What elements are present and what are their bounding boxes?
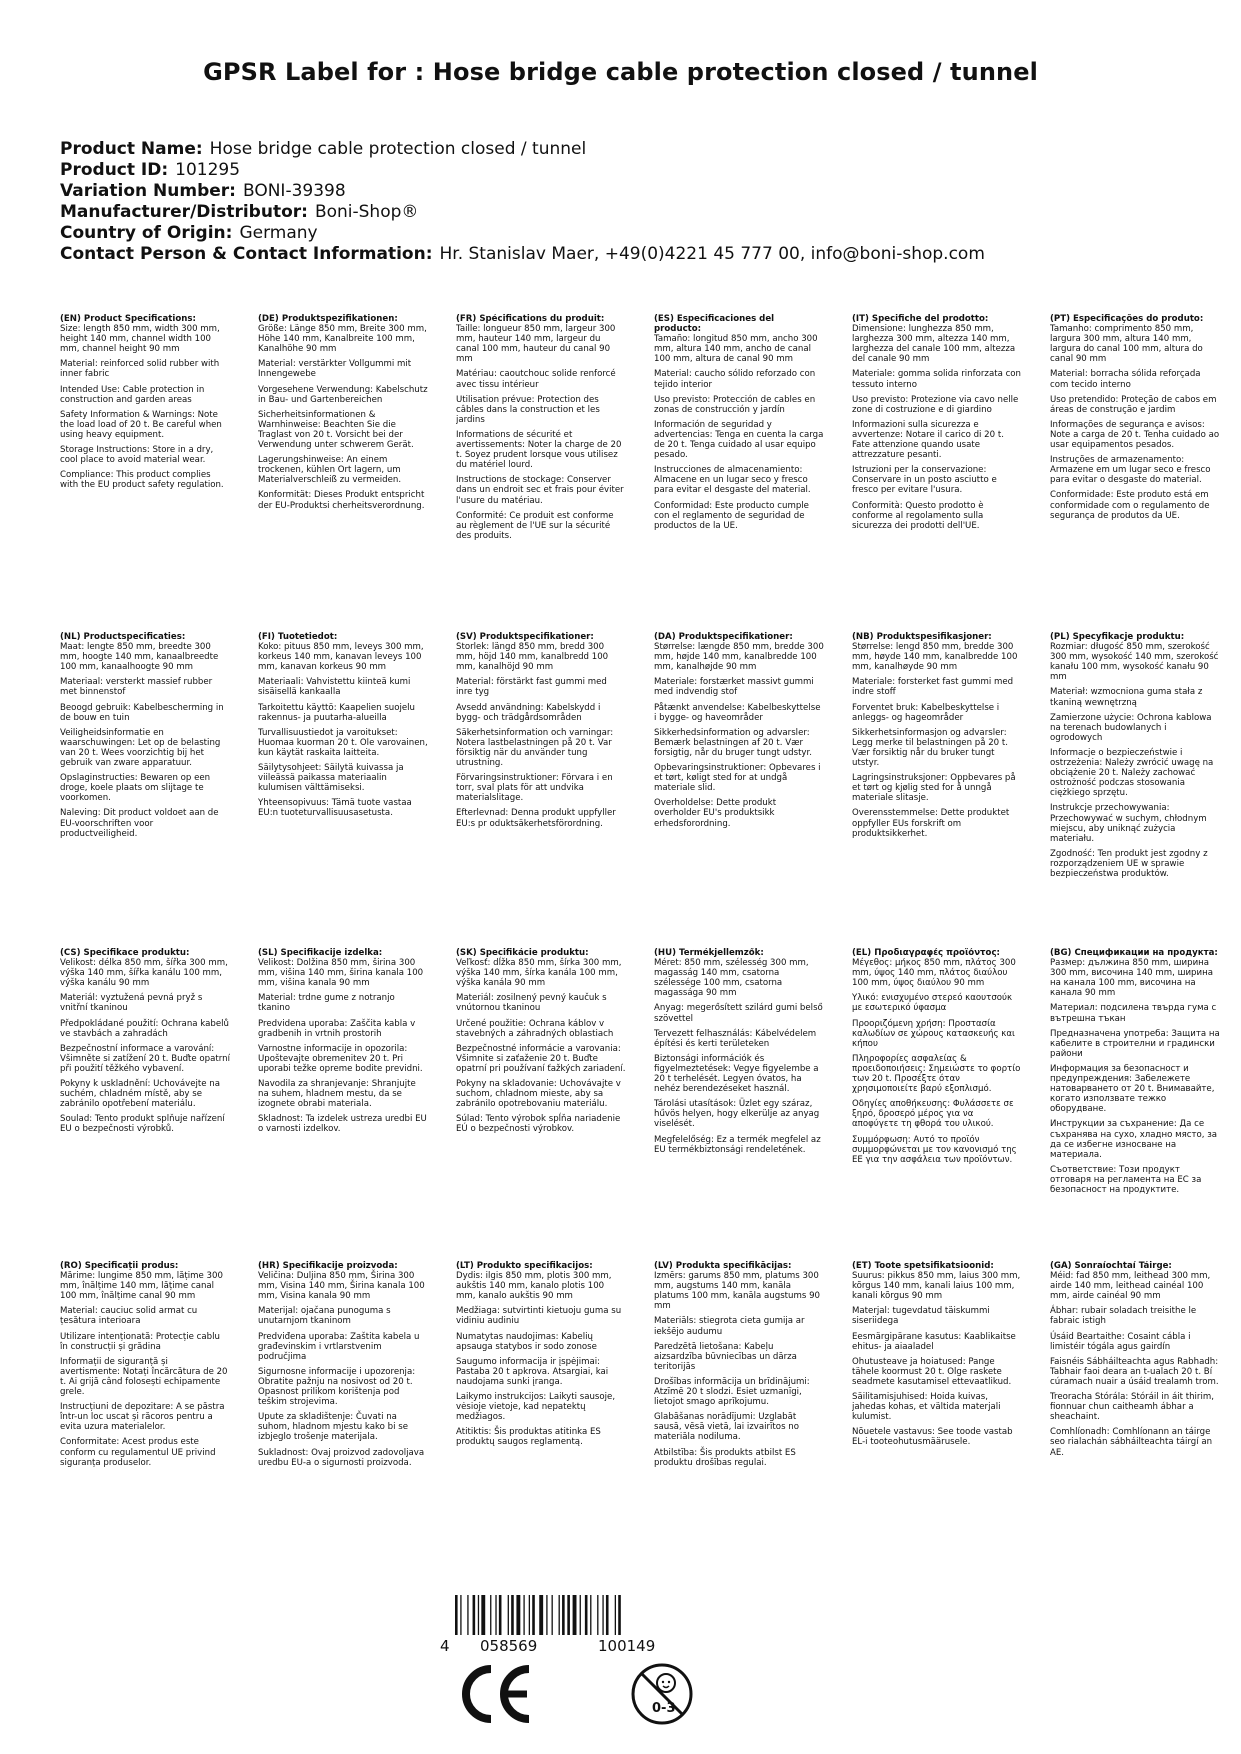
info-value: BONI-39398 <box>242 181 346 201</box>
spec-paragraph: Veiligheidsinformatie en waarschuwingen: Let op de belasting van 20 t. Wees voorzichtig bij het gebruik van zware apparatuur. <box>60 727 221 769</box>
age-range-label: 0-3 <box>652 1701 676 1716</box>
spec-heading: (EN) Product Specifications: <box>60 314 196 324</box>
spec-paragraph: Mărime: lungime 850 mm, lățime 300 mm, înălțime 140 mm, lățime canal 100 mm, înălțime canal 90 mm <box>60 1271 223 1302</box>
spec-block <box>1050 1261 1220 1521</box>
spec-paragraph: Materiāls: stiegrota cieta gumija ar iekšējo audumu <box>654 1316 805 1337</box>
spec-paragraph: Conformità: Questo prodotto è conforme al regolamento sulla sicurezza dei prodotti dell'UE. <box>852 500 984 531</box>
spec-heading: (HR) Specifikacije proizvoda: <box>258 1261 398 1271</box>
spec-block <box>654 948 824 1261</box>
spec-paragraph: Säilytysohjeet: Säilytä kuivassa ja viileässä paikassa materiaalin kulumisen välttämiseksi. <box>258 763 404 794</box>
spec-paragraph: Koko: pituus 850 mm, leveys 300 mm, korkeus 140 mm, kanavan leveys 100 mm, kanavan korkeus 90 mm <box>258 642 424 673</box>
spec-paragraph: Súlad: Tento výrobok spĺňa nariadenie EÚ o bezpečnosti výrobkov. <box>456 1114 621 1135</box>
spec-paragraph: Sikkerhedsinformation og advarsler: Bemærk belastningen af 20 t. Vær forsigtig, når du bruger tungt udstyr. <box>654 727 812 758</box>
spec-heading: (DE) Produktspezifikationen: <box>258 314 398 324</box>
spec-paragraph: Sukladnost: Ovaj proizvod zadovoljava uredbu EU-a o sigurnosti proizvoda. <box>258 1447 425 1468</box>
spec-heading: (EL) Προδιαγραφές προϊόντος: <box>852 948 1000 958</box>
barcode-bar <box>585 1595 588 1635</box>
info-value: Boni-Shop® <box>314 202 419 222</box>
spec-block <box>852 948 1022 1261</box>
info-row <box>60 244 1190 265</box>
spec-paragraph: Tamanho: comprimento 850 mm, largura 300 mm, altura 140 mm, largura do canal 100 mm, altura do canal 90 mm <box>1050 324 1203 365</box>
spec-paragraph: Υλικό: ενισχυμένο στερεό καουτσούκ με εσωτερικό ύφασμα <box>852 993 1013 1014</box>
barcode <box>440 1595 710 1655</box>
spec-paragraph: Informații de siguranță și avertismente: Notați încărcătura de 20 t. Ai grijă când folosești echipamente grele. <box>60 1356 228 1398</box>
barcode-digits-right: 100149 <box>598 1637 656 1655</box>
spec-heading: (CS) Specifikace produktu: <box>60 948 190 958</box>
spec-paragraph: Conformitate: Acest produs este conform cu regulamentul UE privind siguranța produselor. <box>60 1437 216 1468</box>
spec-block <box>258 948 428 1261</box>
spec-paragraph: Velikost: Dolžina 850 mm, širina 300 mm, višina 140 mm, širina kanala 100 mm, višina kanala 90 mm <box>258 958 424 989</box>
spec-paragraph: Utilisation prévue: Protection des câbles dans la construction et les jardins <box>456 394 600 425</box>
barcode-bar <box>508 1595 509 1635</box>
spec-paragraph: Съответствие: Този продукт отговаря на регламента на ЕС за безопасност на продуктите. <box>1050 1164 1202 1195</box>
spec-heading: (DA) Produktspecifikationer: <box>654 632 793 642</box>
barcode-digit-prefix: 4 <box>440 1637 450 1655</box>
spec-paragraph: Material: borracha sólida reforçada com tecido interno <box>1050 369 1201 390</box>
spec-paragraph: Instrucțiuni de depozitare: A se păstra într-un loc uscat și răcoros pentru a evita uzura materialelor. <box>60 1402 225 1433</box>
spec-heading: (SL) Specifikacije izdelka: <box>258 948 383 958</box>
spec-block <box>654 1261 824 1521</box>
spec-paragraph: Materiál: zosilnený pevný kaučuk s vnútornou tkaninou <box>456 993 607 1014</box>
spec-paragraph: Anyag: megerősített szilárd gumi belső szövettel <box>654 1003 823 1024</box>
barcode-bar <box>562 1595 565 1635</box>
spec-paragraph: Tárolási utasítások: Üzlet egy száraz, hűvös helyen, hogy elkerülje az anyag viselését. <box>654 1099 820 1130</box>
info-value: 101295 <box>175 160 241 180</box>
spec-block <box>60 314 230 632</box>
info-label: Country of Origin: <box>60 223 233 243</box>
spec-paragraph: Μέγεθος: μήκος 850 mm, πλάτος 300 mm, ύψος 140 mm, πλάτος διαύλου 100 mm, ύψος διαύλου 90 mm <box>852 958 1016 989</box>
spec-paragraph: Pokyny k uskladnění: Uchovávejte na suchém, chladném místě, aby se zabránilo opotřebení materiálu. <box>60 1079 220 1110</box>
barcode-bar <box>523 1595 524 1635</box>
spec-block <box>456 948 626 1261</box>
spec-paragraph: Veľkosť: dĺžka 850 mm, šírka 300 mm, výška 140 mm, šírka kanála 100 mm, výška kanála 90 mm <box>456 958 622 989</box>
spec-heading: (SV) Produktspecifikationer: <box>456 632 594 642</box>
spec-paragraph: Maat: lengte 850 mm, breedte 300 mm, hoogte 140 mm, kanaalbreedte 100 mm, kanaalhoogte 90 mm <box>60 642 219 673</box>
barcode-bar <box>499 1595 502 1635</box>
spec-paragraph: Informacje o bezpieczeństwie i ostrzeżenia: Należy zwrócić uwagę na obciążenie 20 t. Należy zachować ostrożność podczas stosowania ciężkiego sprzętu. <box>1050 747 1214 799</box>
spec-paragraph: Materiaal: versterkt massief rubber met binnenstof <box>60 677 213 698</box>
spec-paragraph: Yhteensopivuus: Tämä tuote vastaa EU:n tuoteturvallisuusasetusta. <box>258 798 412 819</box>
spec-paragraph: Treoracha Stórála: Stóráil in áit thirim, fionnuar chun caitheamh ábhar a sheachaint. <box>1050 1392 1214 1423</box>
barcode-bar <box>467 1595 468 1635</box>
spec-paragraph: Bezpečnostné informácie a varovania: Všimnite si zaťaženie 20 t. Buďte opatrní pri používaní ťažkých zariadení. <box>456 1043 626 1074</box>
spec-paragraph: Påtænkt anvendelse: Kabelbeskyttelse i bygge- og haveområder <box>654 702 821 723</box>
spec-paragraph: Material: cauciuc solid armat cu țesătura interioara <box>60 1306 198 1327</box>
spec-paragraph: Atitiktis: Šis produktas atitinka ES produktų saugos reglamentą. <box>456 1427 601 1448</box>
spec-paragraph: Megfelelőség: Ez a termék megfelel az EU termékbiztonsági rendeletének. <box>654 1134 821 1155</box>
spec-paragraph: Инструкции за съхранение: Да се съхранява на сухо, хладно място, за да се избегне износване на материала. <box>1050 1119 1218 1160</box>
barcode-bar <box>490 1595 491 1635</box>
spec-paragraph: Предназначена употреба: Защита на кабелите в строителни и градински райони <box>1050 1028 1220 1059</box>
product-info <box>60 139 1190 265</box>
info-value: Hr. Stanislav Maer, +49(0)4221 45 777 00, info@boni-shop.com <box>439 244 985 264</box>
info-row <box>60 160 1190 181</box>
spec-paragraph: Συμμόρφωση: Αυτό το προϊόν συμμορφώνεται με τον κανονισμό της ΕΕ για την ασφάλεια των προϊόντων. <box>852 1134 1017 1165</box>
spec-paragraph: Sicherheitsinformationen & Warnhinweise: Beachten Sie die Traglast von 20 t. Vorsicht bei der Verwendung unter schwerem Gerät. <box>258 409 414 451</box>
spec-paragraph: Sigurnosne informacije i upozorenja: Obratite pažnju na nosivost od 20 t. Opasnost prilikom korištenja pod teškim strojevima. <box>258 1366 416 1408</box>
spec-paragraph: Vorgesehene Verwendung: Kabelschutz in Bau- und Gartenbereichen <box>258 384 428 405</box>
spec-paragraph: Säilitamisjuhised: Hoida kuivas, jahedas kohas, et vältida materjali kulumist. <box>852 1392 1001 1423</box>
spec-paragraph: Conformidad: Este producto cumple con el reglamento de seguridad de productos de la UE. <box>654 500 809 531</box>
spec-block <box>852 314 1022 632</box>
barcode-bar <box>573 1595 577 1635</box>
info-value: Germany <box>239 223 318 243</box>
spec-paragraph: Naleving: Dit product voldoet aan de EU-voorschriften voor productveiligheid. <box>60 808 219 839</box>
barcode-bar <box>546 1595 547 1635</box>
spec-paragraph: Velikost: délka 850 mm, šířka 300 mm, výška 140 mm, šířka kanálu 100 mm, výška kanálu 90 mm <box>60 958 228 989</box>
spec-paragraph: Informazioni sulla sicurezza e avvertenze: Notare il carico di 20 t. Fate attenzione quando usate attrezzature pesanti. <box>852 419 1004 461</box>
spec-heading: (LV) Produkta specifikācijas: <box>654 1261 792 1271</box>
spec-heading: (NB) Produktspesifikasjoner: <box>852 632 992 642</box>
spec-paragraph: Izmērs: garums 850 mm, platums 300 mm, augstums 140 mm, kanāla platums 100 mm, kanāla augstums 90 mm <box>654 1271 821 1312</box>
ce-mark-icon <box>455 1665 535 1723</box>
barcode-bar <box>552 1595 553 1635</box>
spec-paragraph: Laikymo instrukcijos: Laikyti sausoje, vėsioje vietoje, kad nepatektų medžiagos. <box>456 1392 616 1423</box>
spec-paragraph: Material: reinforced solid rubber with inner fabric <box>60 359 220 380</box>
spec-paragraph: Materijal: ojačana punoguma s unutarnjom tkaninom <box>258 1306 391 1327</box>
spec-block <box>456 1261 626 1521</box>
spec-heading: (PL) Specyfikacje produktu: <box>1050 632 1185 642</box>
spec-heading: (ES) Especificaciones del producto: <box>654 314 775 335</box>
spec-paragraph: Nõuetele vastavus: See toode vastab EL-i tooteohutusmäärusele. <box>852 1427 1013 1448</box>
spec-paragraph: Opbevaringsinstruktioner: Opbevares i et tørt, køligt sted for at undgå materiale slid. <box>654 763 821 794</box>
spec-paragraph: Avsedd användning: Kabelskydd i bygg- och trädgårdsområden <box>456 702 601 723</box>
spec-block <box>456 632 626 948</box>
spec-paragraph: Instrukcje przechowywania: Przechowywać w suchym, chłodnym miejscu, aby uniknąć zużycia materiału. <box>1050 803 1207 844</box>
spec-paragraph: Veličina: Duljina 850 mm, Širina 300 mm, Visina 140 mm, Širina kanala 100 mm, Visina kanala 90 mm <box>258 1271 425 1302</box>
barcode-bar <box>580 1595 581 1635</box>
barcode-bar <box>615 1595 616 1635</box>
spec-paragraph: Tervezett felhasználás: Kábelvédelem építési és kerti területeken <box>654 1028 817 1049</box>
spec-paragraph: Intended Use: Cable protection in construction and garden areas <box>60 384 205 405</box>
spec-paragraph: Overholdelse: Dette produkt overholder EU's produktsikk erhedsforordning. <box>654 798 777 829</box>
info-label: Manufacturer/Distributor: <box>60 202 308 222</box>
spec-heading: (LT) Produkto specifikacijos: <box>456 1261 593 1271</box>
barcode-bar <box>567 1595 570 1635</box>
spec-paragraph: Drošības informācija un brīdinājumi: Atzīmē 20 t slodzi. Esiet uzmanīgi, lietojot smago aprīkojumu. <box>654 1376 810 1408</box>
spec-block <box>60 948 230 1261</box>
spec-block <box>60 1261 230 1521</box>
spec-paragraph: Material: verstärkter Vollgummi mit Innengewebe <box>258 359 412 380</box>
spec-paragraph: Forventet bruk: Kabelbeskyttelse i anleggs- og hageområder <box>852 702 1000 723</box>
spec-block <box>852 632 1022 948</box>
spec-paragraph: Skladnost: Ta izdelek ustreza uredbi EU o varnosti izdelkov. <box>258 1114 427 1135</box>
spec-paragraph: Tarkoitettu käyttö: Kaapelien suojelu rakennus- ja puutarha-alueilla <box>258 702 416 723</box>
spec-paragraph: Πληροφορίες ασφαλείας & προειδοποιήσεις: Σημειώστε το φορτίο των 20 t. Προσέξτε όταν χρησιμοποιείτε βαρύ εξοπλισμό. <box>852 1053 1021 1095</box>
spec-heading: (IT) Specifiche del prodotto: <box>852 314 989 324</box>
barcode-bar <box>455 1595 458 1635</box>
info-label: Variation Number: <box>60 181 236 201</box>
barcode-bar <box>478 1595 479 1635</box>
spec-paragraph: Información de seguridad y advertencias: Tenga en cuenta la carga de 20 t. Tenga cuidado al usar equipo pesado. <box>654 419 824 461</box>
spec-paragraph: Προοριζόμενη χρήση: Προστασία καλωδίων σε χώρους κατασκευής και κήπου <box>852 1018 1015 1049</box>
spec-block <box>1050 948 1220 1261</box>
spec-heading: (GA) Sonraíochtaí Táirge: <box>1050 1261 1172 1271</box>
spec-paragraph: Saugumo informacija ir įspėjimai: Pastaba 20 t apkrova. Atsargiai, kai naudojama sunki įranga. <box>456 1356 609 1387</box>
barcode-bar <box>511 1595 514 1635</box>
spec-paragraph: Storlek: längd 850 mm, bredd 300 mm, höjd 140 mm, kanalbredd 100 mm, kanalhöjd 90 mm <box>456 642 609 673</box>
spec-paragraph: Ohutusteave ja hoiatused: Pange tähele koormust 20 t. Olge raskete seadmete kasutamisel ettevaatlikud. <box>852 1356 1012 1387</box>
info-row <box>60 181 1190 202</box>
spec-paragraph: Materiaali: Vahvistettu kiinteä kumi sisäisellä kankaalla <box>258 677 411 698</box>
spec-paragraph: Určené použitie: Ochrana káblov v stavebných a záhradných oblastiach <box>456 1018 614 1039</box>
spec-paragraph: Informations de sécurité et avertissements: Noter la charge de 20 t. Soyez prudent lorsque vous utilisez du matériel lourd. <box>456 429 622 471</box>
spec-heading: (HU) Termékjellemzők: <box>654 948 764 958</box>
spec-paragraph: Biztonsági információk és figyelmeztetések: Vegye figyelembe a 20 t terhelését. Legyen óvatos, ha nehéz berendezéseket használ. <box>654 1053 819 1095</box>
barcode-bar <box>559 1595 560 1635</box>
not-for-children-0-3-icon <box>630 1662 694 1726</box>
spec-paragraph: Размер: дължина 850 mm, ширина 300 mm, височина 140 mm, ширина на канала 100 mm, височина на канала 90 mm <box>1050 958 1213 999</box>
spec-paragraph: Compliance: This product complies with the EU product safety regulation. <box>60 470 224 491</box>
spec-paragraph: Overensstemmelse: Dette produktet oppfyller EUs forskrift om produktsikkerhet. <box>852 808 1010 839</box>
spec-block <box>258 314 428 632</box>
spec-paragraph: Utilizare intenționată: Protecție cablu în construcții și grădina <box>60 1331 220 1352</box>
barcode-bar <box>602 1595 603 1635</box>
spec-paragraph: Matériau: caoutchouc solide renforcé avec tissu intérieur <box>456 369 616 390</box>
spec-heading: (NL) Productspecificaties: <box>60 632 186 642</box>
spec-paragraph: Οδηγίες αποθήκευσης: Φυλάσσετε σε ξηρό, δροσερό μέρος για να αποφύγετε τη φθορά του υλικού. <box>852 1099 1014 1130</box>
spec-paragraph: Zgodność: Ten produkt jest zgodny z rozporządzeniem UE w sprawie bezpieczeństwa produktów. <box>1050 848 1208 879</box>
spec-paragraph: Информация за безопасност и предупреждения: Забележете натоварването от 20 t. Внимавайте, когато използвате тежко оборудване. <box>1050 1063 1215 1115</box>
spec-paragraph: Upute za skladištenje: Čuvati na suhom, hladnom mjestu kako bi se izbjeglo trošenje materijala. <box>258 1412 408 1443</box>
spec-paragraph: Paredzētā lietošana: Kabeļu aizsardzība būvniecības un dārza teritorijās <box>654 1341 797 1372</box>
spec-block <box>654 314 824 632</box>
spec-paragraph: Méret: 850 mm, szélesség 300 mm, magasság 140 mm, csatorna szélessége 100 mm, csatorna magassága 90 mm <box>654 958 809 999</box>
spec-block <box>258 632 428 948</box>
spec-paragraph: Suurus: pikkus 850 mm, laius 300 mm, kõrgus 140 mm, kanali laius 100 mm, kanali kõrgus 90 mm <box>852 1271 1021 1302</box>
spec-heading: (FR) Spécifications du produit: <box>456 314 605 324</box>
spec-paragraph: Uso pretendido: Proteção de cabos em áreas de construção e jardim <box>1050 394 1217 415</box>
barcode-digits-left: 058569 <box>480 1637 538 1655</box>
info-label: Product ID: <box>60 160 169 180</box>
spec-paragraph: Safety Information & Warnings: Note the load load of 20 t. Be careful when using heavy equipment. <box>60 409 222 440</box>
spec-paragraph: Opslaginstructies: Bewaren op een droge, koele plaats om slijtage te voorkomen. <box>60 773 211 804</box>
spec-paragraph: Instruções de armazenamento: Armazene em um lugar seco e fresco para evitar o desgaste do material. <box>1050 455 1211 486</box>
barcode-bar <box>495 1595 496 1635</box>
info-row <box>60 202 1190 223</box>
spec-paragraph: Pokyny na skladovanie: Uchovávajte v suchom, chladnom mieste, aby sa zabránilo opotrebovaniu materiálu. <box>456 1079 621 1110</box>
spec-paragraph: Comhlíonadh: Comhlíonann an táirge seo rialachán sábháilteachta táirgí an AE. <box>1050 1427 1213 1458</box>
spec-paragraph: Instructions de stockage: Conserver dans un endroit sec et frais pour éviter l'usure du matériau. <box>456 475 624 506</box>
spec-paragraph: Medžiaga: sutvirtinti kietuoju guma su vidiniu audiniu <box>456 1306 622 1327</box>
spec-paragraph: Glabāšanas norādījumi: Uzglabāt sausā, vēsā vietā, lai izvairītos no materiāla nodiluma. <box>654 1412 799 1443</box>
spec-paragraph: Tamaño: longitud 850 mm, ancho 300 mm, altura 140 mm, ancho de canal 100 mm, altura de canal 90 mm <box>654 334 818 365</box>
barcode-bar <box>618 1595 621 1635</box>
spec-paragraph: Størrelse: længde 850 mm, bredde 300 mm, højde 140 mm, kanalbredde 100 mm, kanalhøjde 90 mm <box>654 642 824 673</box>
spec-heading: (SK) Špecifikácie produktu: <box>456 948 589 958</box>
spec-paragraph: Dimensione: lunghezza 850 mm, larghezza 300 mm, altezza 140 mm, larghezza del canale 100 mm, altezza del canale 90 mm <box>852 324 1016 365</box>
info-label: Product Name: <box>60 139 203 159</box>
spec-paragraph: Beoogd gebruik: Kabelbescherming in de bouw en tuin <box>60 702 224 723</box>
barcode-bar <box>473 1595 476 1635</box>
spec-paragraph: Bezpečnostní informace a varování: Všimněte si zatížení 20 t. Buďte opatrní při použití těžkého vybavení. <box>60 1043 230 1074</box>
spec-paragraph: Uso previsto: Protezione via cavo nelle zone di costruzione e di giardino <box>852 394 1019 415</box>
spec-paragraph: Materiál: vyztužená pevná pryž s vnitřní tkaninou <box>60 993 203 1014</box>
spec-paragraph: Dydis: ilgis 850 mm, plotis 300 mm, aukštis 140 mm, kanalo plotis 100 mm, kanalo aukštis 90 mm <box>456 1271 612 1302</box>
barcode-bar <box>532 1595 535 1635</box>
spec-heading: (FI) Tuotetiedot: <box>258 632 338 642</box>
spec-paragraph: Eesmärgipärane kasutus: Kaablikaitse ehitus- ja aiaaladel <box>852 1331 1016 1352</box>
spec-paragraph: Uso previsto: Protección de cables en zonas de construcción y jardín <box>654 394 816 415</box>
spec-paragraph: Úsáid Beartaithe: Cosaint cábla i limistéir tógála agus gairdín <box>1050 1331 1191 1352</box>
spec-paragraph: Материал: подсилена твърда гума с вътрешна тъкан <box>1050 1003 1217 1024</box>
spec-paragraph: Lagerungshinweise: An einem trockenen, kühlen Ort lagern, um Materialverschleiß zu vermeiden. <box>258 455 402 486</box>
spec-paragraph: Varnostne informacije in opozorila: Upoštevajte obremenitev 20 t. Pri uporabi težke opreme bodite previdni. <box>258 1043 423 1074</box>
spec-paragraph: Soulad: Tento produkt splňuje nařízení EU o bezpečnosti výrobků. <box>60 1114 225 1135</box>
spec-block <box>654 632 824 948</box>
spec-paragraph: Conformidade: Este produto está em conformidade com o regulamento de segurança de produtos da UE. <box>1050 490 1210 521</box>
spec-block <box>852 1261 1022 1521</box>
barcode-bar <box>516 1595 520 1635</box>
spec-paragraph: Předpokládané použití: Ochrana kabelů ve stavbách a zahradách <box>60 1018 229 1039</box>
barcode-bar <box>539 1595 543 1635</box>
barcode-bar <box>597 1595 598 1635</box>
spec-paragraph: Predvidena uporaba: Zaščita kabla v gradbenih in vrtnih prostorih <box>258 1018 416 1039</box>
spec-paragraph: Material: trdne gume z notranjo tkanino <box>258 993 395 1014</box>
spec-paragraph: Rozmiar: długość 850 mm, szerokość 300 mm, wysokość 140 mm, szerokość kanału 100 mm, wysokość kanału 90 mm <box>1050 642 1219 683</box>
spec-paragraph: Instrucciones de almacenamiento: Almacene en un lugar seco y fresco para evitar el desgaste del material. <box>654 465 811 496</box>
spec-paragraph: Materiale: gomma solida rinforzata con tessuto interno <box>852 369 1022 390</box>
barcode-bar <box>590 1595 591 1635</box>
spec-paragraph: Predviđena uporaba: Zaštita kabela u građevinskim i vrtlarstvenim područjima <box>258 1331 420 1362</box>
spec-paragraph: Materjal: tugevdatud täiskummi siseriidega <box>852 1306 990 1327</box>
spec-paragraph: Zamierzone użycie: Ochrona kablowa na terenach budowlanych i ogrodowych <box>1050 712 1212 743</box>
info-value: Hose bridge cable protection closed / tunnel <box>209 139 587 159</box>
spec-paragraph: Storage Instructions: Store in a dry, cool place to avoid material wear. <box>60 445 214 466</box>
spec-heading: (BG) Спецификации на продукта: <box>1050 948 1218 958</box>
barcode-bars-icon <box>455 1595 695 1639</box>
spec-heading: (RO) Specificații produs: <box>60 1261 179 1271</box>
page-title: GPSR Label for : Hose bridge cable protection closed / tunnel <box>203 58 1038 86</box>
barcode-bar <box>606 1595 609 1635</box>
barcode-bar <box>460 1595 461 1635</box>
spec-paragraph: Size: length 850 mm, width 300 mm, height 140 mm, channel width 100 mm, channel height 90 mm <box>60 324 220 355</box>
spec-paragraph: Atbilstība: Šis produkts atbilst ES produktu drošības regulai. <box>654 1447 796 1468</box>
spec-paragraph: Størrelse: lengd 850 mm, bredde 300 mm, høyde 140 mm, kanalbredde 100 mm, kanalhøyde 90 mm <box>852 642 1018 673</box>
barcode-bar <box>529 1595 530 1635</box>
spec-block <box>1050 314 1220 632</box>
barcode-bar <box>481 1595 485 1635</box>
spec-block <box>1050 632 1220 948</box>
spec-paragraph: Ábhar: rubair soladach treisithe le fabraic istigh <box>1050 1306 1197 1327</box>
spec-paragraph: Conformité: Ce produit est conforme au règlement de l'UE sur la sécurité des produits. <box>456 510 614 541</box>
spec-paragraph: Efterlevnad: Denna produkt uppfyller EU:s pr oduktsäkerhetsförordning. <box>456 808 616 829</box>
spec-block <box>258 1261 428 1521</box>
spec-paragraph: Lagringsinstruksjoner: Oppbevares på et tørt og kjølig sted for å unngå materiale slitasje. <box>852 773 1016 804</box>
spec-grid <box>60 314 1230 1521</box>
info-row <box>60 139 1190 160</box>
info-label: Contact Person & Contact Information: <box>60 244 433 264</box>
spec-paragraph: Materiale: forstærket massivt gummi med indvendig stof <box>654 677 814 698</box>
info-row <box>60 223 1190 244</box>
spec-block <box>60 632 230 948</box>
spec-paragraph: Istruzioni per la conservazione: Conservare in un posto asciutto e fresco per evitare l'usura. <box>852 465 997 496</box>
spec-paragraph: Material: förstärkt fast gummi med inre tyg <box>456 677 607 698</box>
spec-paragraph: Numatytas naudojimas: Kabelių apsauga statybos ir sodo zonose <box>456 1331 597 1352</box>
spec-heading: (ET) Toote spetsifikatsioonid: <box>852 1261 994 1271</box>
spec-paragraph: Faisnéis Sábháilteachta agus Rabhadh: Tabhair faoi deara an t-ualach 20 t. Bí cúramach nuair a úsáid trealamh trom. <box>1050 1356 1219 1387</box>
spec-paragraph: Turvallisuustiedot ja varoitukset: Huomaa kuorman 20 t. Ole varovainen, kun käytät raskaita laitteita. <box>258 727 428 758</box>
spec-paragraph: Förvaringsinstruktioner: Förvara i en torr, sval plats för att undvika materialslitage. <box>456 773 613 804</box>
spec-paragraph: Sikkerhetsinformasjon og advarsler: Legg merke til belastningen på 20 t. Vær forsiktig når du bruker tungt utstyr. <box>852 727 1008 769</box>
spec-paragraph: Materiał: wzmocniona guma stała z tkaniną wewnętrzną <box>1050 687 1203 708</box>
spec-paragraph: Größe: Länge 850 mm, Breite 300 mm, Höhe 140 mm, Kanalbreite 100 mm, Kanalhöhe 90 mm <box>258 324 427 355</box>
spec-paragraph: Konformität: Dieses Produkt entspricht der EU-Produktsi cherheitsverordnung. <box>258 490 425 511</box>
spec-paragraph: Navodila za shranjevanje: Shranjujte na suhem, hladnem mestu, da se izognete obrabi materiala. <box>258 1079 416 1110</box>
spec-heading: (PT) Especificações do produto: <box>1050 314 1204 324</box>
spec-paragraph: Méid: fad 850 mm, leithead 300 mm, airde 140 mm, leithead cainéal 100 mm, airde cainéal 90 mm <box>1050 1271 1211 1302</box>
spec-block <box>456 314 626 632</box>
spec-paragraph: Materiale: forsterket fast gummi med indre stoff <box>852 677 1014 698</box>
spec-paragraph: Säkerhetsinformation och varningar: Notera lastbelastningen på 20 t. Var försiktig när du använder tung utrustning. <box>456 727 614 769</box>
spec-paragraph: Material: caucho sólido reforzado con tejido interior <box>654 369 816 390</box>
spec-paragraph: Taille: longueur 850 mm, largeur 300 mm, hauteur 140 mm, largeur du canal 100 mm, hauteur du canal 90 mm <box>456 324 616 365</box>
spec-paragraph: Informações de segurança e avisos: Note a carga de 20 t. Tenha cuidado ao usar equipamentos pesados. <box>1050 419 1220 451</box>
